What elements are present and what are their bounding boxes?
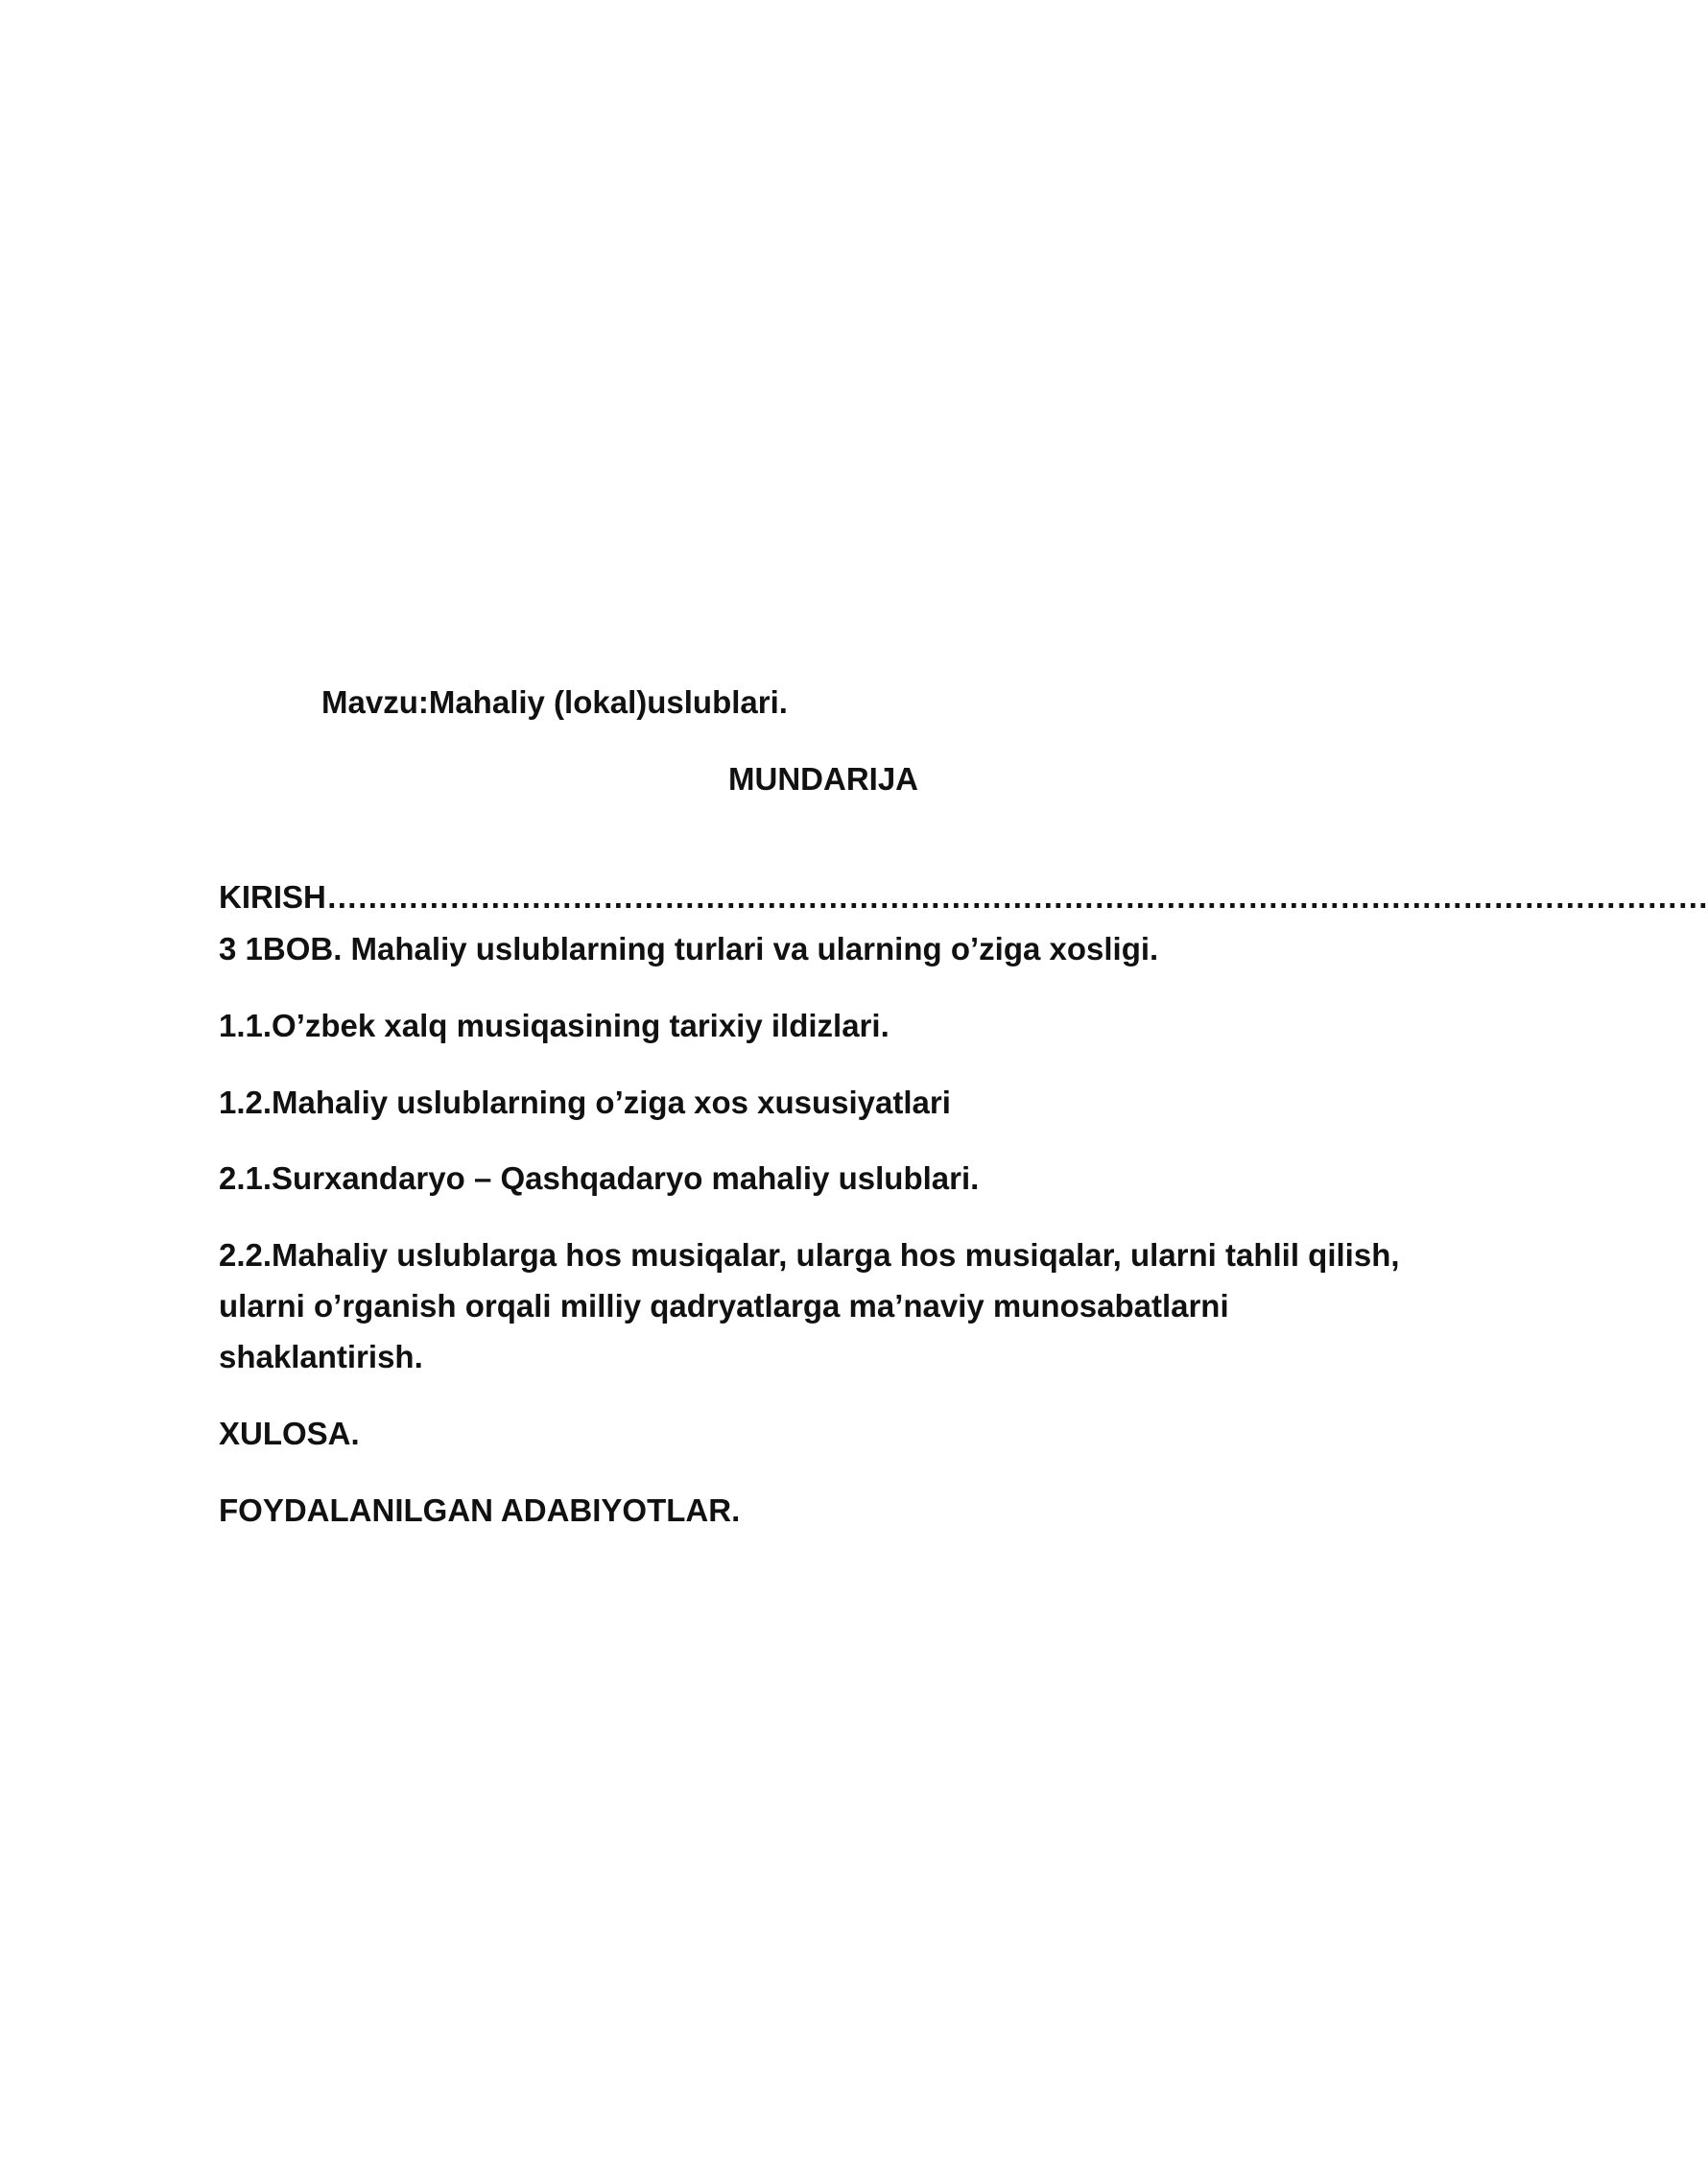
topic-heading: Mavzu:Mahaliy (lokal)uslublari. (321, 684, 788, 720)
toc-entry-adabiyotlar: FOYDALANILGAN ADABIYOTLAR. (219, 1492, 741, 1528)
toc-entry-kirish-label: KIRISH (219, 879, 326, 915)
toc-entry-2-2: 2.2.Mahaliy uslublarga hos musiqalar, ularga hos musiqalar, ularni tahlil qilish, ularni o’rganish orqali milliy qadryatlarga ma’naviy munosabatlarni shaklantirish. (219, 1237, 1400, 1374)
toc-entry-1-1: 1.1.O’zbek xalq musiqasining tarixiy ildizlari. (219, 1008, 890, 1043)
toc-entry-1-2: 1.2.Mahaliy uslublarning o’ziga xos xususiyatlari (219, 1085, 951, 1120)
toc-dot-leader: ……………………………………………………………………………………………………………………… (325, 879, 1708, 915)
toc-entry-xulosa: XULOSA. (219, 1416, 360, 1451)
toc-entry-kirish (219, 871, 1708, 922)
toc-entry-2-1: 2.1.Surxandaryo – Qashqadaryo mahaliy uslublari. (219, 1160, 980, 1196)
toc-entry-chapter-1: 3 1BOB. Mahaliy uslublarning turlari va ularning o’ziga xosligi. (219, 931, 1159, 966)
toc-title: MUNDARIJA (728, 761, 918, 797)
